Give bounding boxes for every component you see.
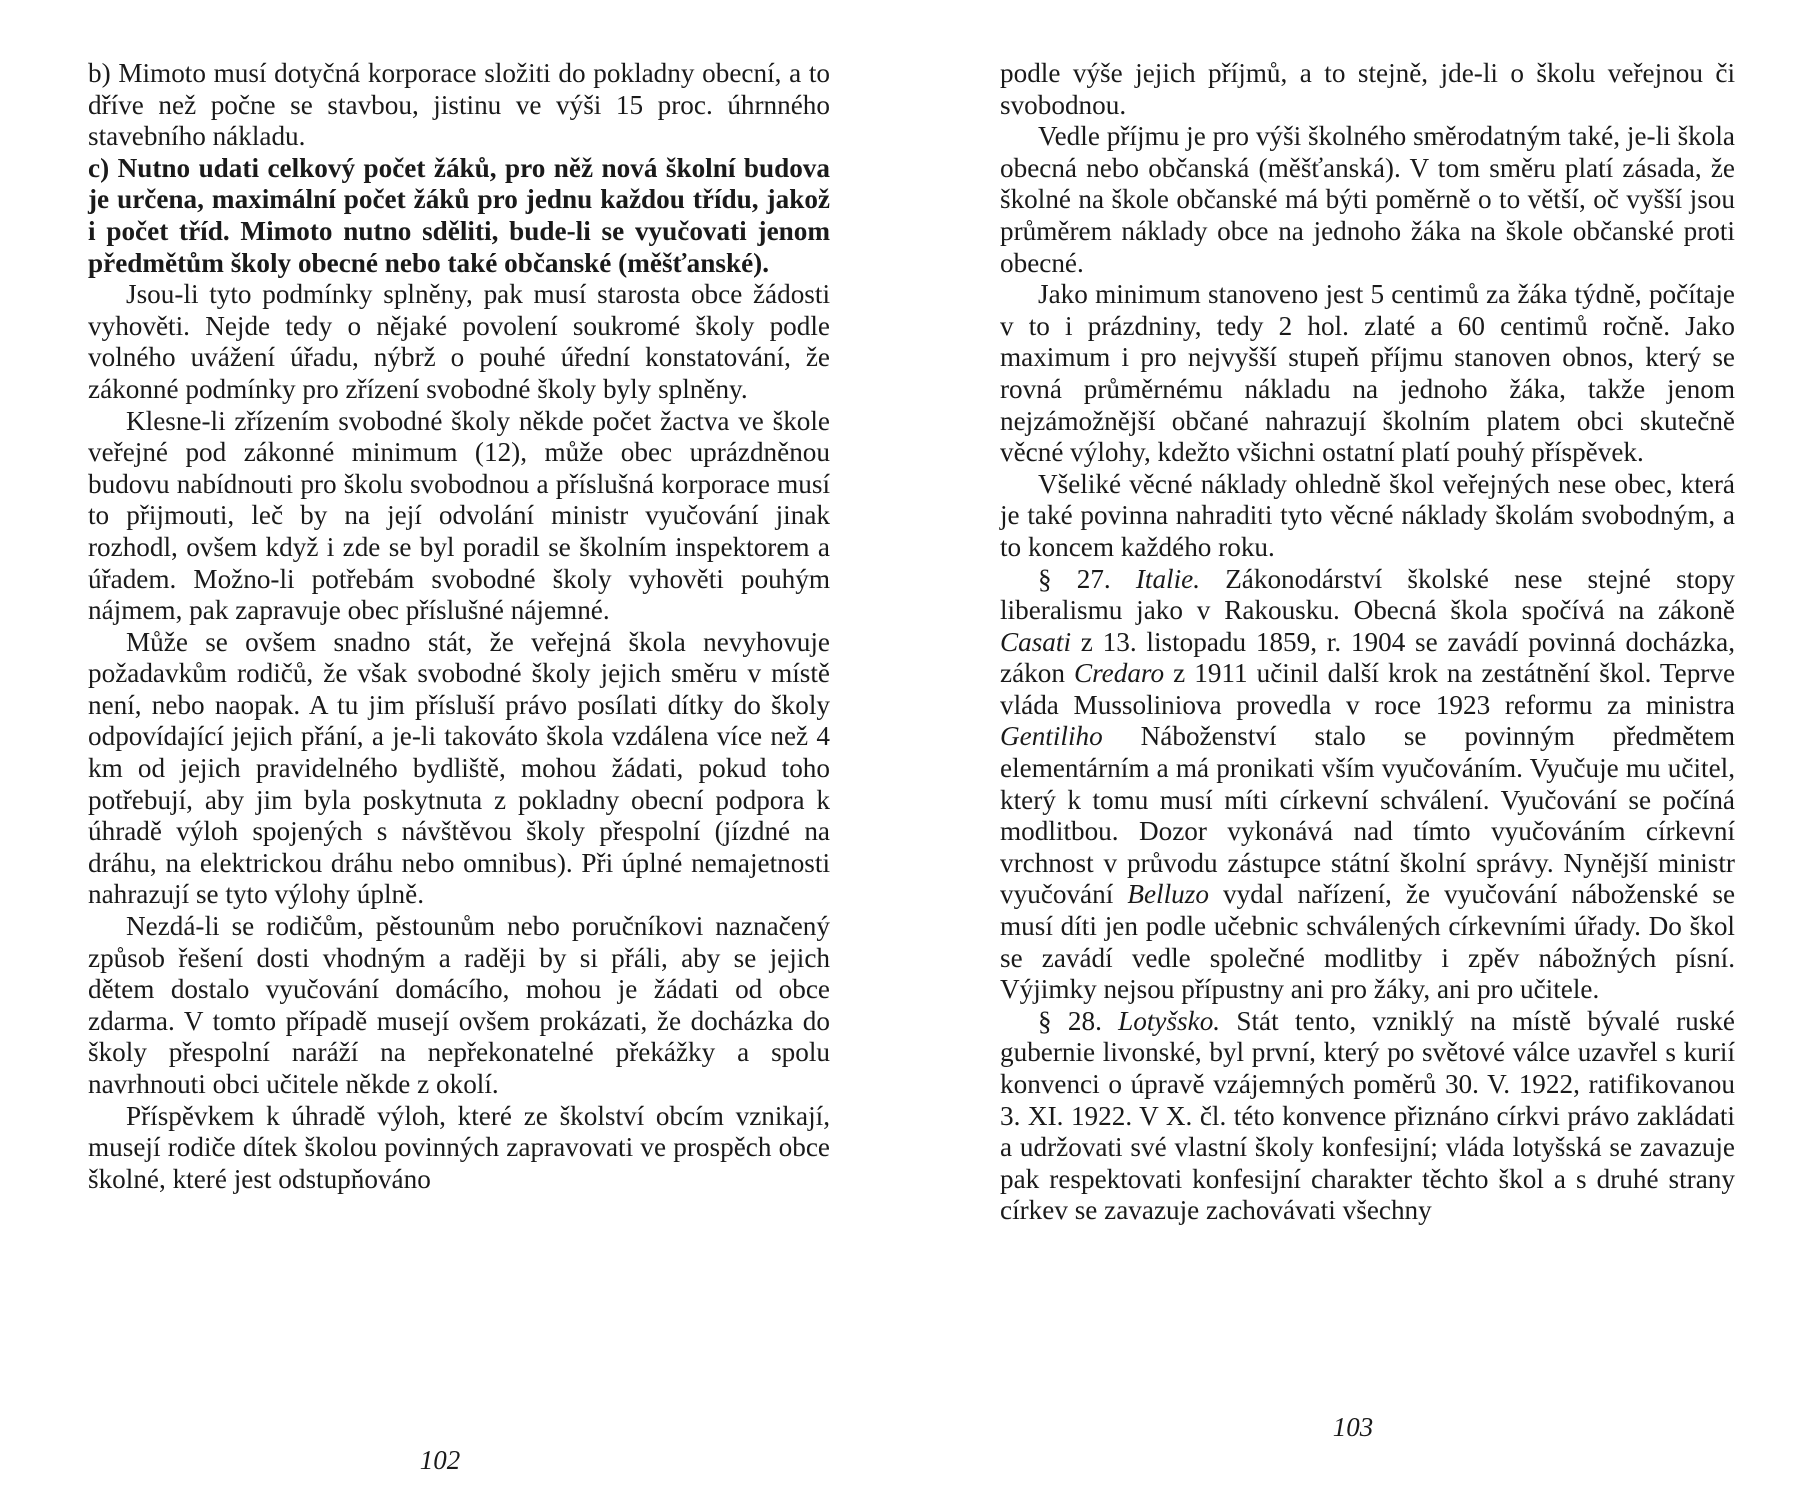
section-text: z 13. listopadu 1859, r. 1904 se zavádí povinná docházka, zákon bbox=[1000, 626, 1735, 689]
paragraph: Všeliké věcné náklady ohledně škol veřejných nese obec, která je také povinna nahraditi tyto věcné náklady školám svobodným, a to koncem každého roku. bbox=[1000, 468, 1735, 562]
section-text: vydal nařízení, že vyučování náboženské se musí díti jen podle učebnic schválených církevními úřady. Do škol se zavádí vedle společné modlitby i zpěv nábožných písní. Výjimky nejsou přípustny ani pro žáky, ani pro učitele. bbox=[1000, 879, 1736, 1005]
paragraph: Jsou-li tyto podmínky splněny, pak musí starosta obce žádosti vyhověti. Nejde tedy o nějaké povolení soukromé školy podle volného uvážení úřadu, nýbrž o pouhé úřední konstatování, že zákonné podmínky pro zřízení svobodné školy byly splněny. bbox=[88, 279, 830, 404]
italic-name: Belluzo bbox=[1127, 879, 1209, 910]
paragraph: c) Nutno udati celkový počet žáků, pro něž nová školní budova je určena, maximální počet žáků pro jednu každou třídu, jakož i počet tříd. Mimoto nutno sděliti, bude-li se vyučovati jenom předmětům školy obecné nebo také občanské (měšťanské). bbox=[88, 152, 830, 278]
paragraph: b) Mimoto musí dotyčná korporace složiti do pokladny obecní, a to dříve než počne se stavbou, jistinu ve výši 15 proc. úhrnného stavebního nákladu. bbox=[88, 58, 830, 152]
paragraph: Klesne-li zřízením svobodné školy někde počet žactva ve škole veřejné pod zákonné minimum (12), může obec uprázdněnou budovu nabídnouti pro školu svobodnou a příslušná korporace musí to přijmouti, leč by na její odvolání ministr vyučování jinak rozhodl, ovšem když i zde se byl poradil se školním inspektorem a úřadem. Možno-li potřebám svobodné školy vyhověti pouhým nájmem, pak zapravuje obec příslušné nájemné. bbox=[88, 405, 830, 626]
page-number: 103 bbox=[1332, 1412, 1374, 1442]
italic-name: Credaro bbox=[1073, 658, 1165, 689]
section-text: z 1911 učinil další krok na zestátnění škol. Teprve vláda Mussoliniova provedla v roce 1923 reformu za ministra bbox=[1000, 658, 1736, 720]
section-text: Náboženství stalo se povinným předmětem elementárním a má pronikati vším vyučováním. Vyučuje mu učitel, který k tomu musí míti církevní schválení. Vyučování se počíná modlitbou. Dozor vykonává nad tímto vyučováním církevní vrchnost v průvodu zástupce státní školní správy. Nynější ministr vyučování bbox=[1000, 721, 1735, 910]
paragraph: Může se ovšem snadno stát, že veřejná škola nevyhovuje požadavkům rodičů, že však svobodné školy jejich směru v místě není, nebo naopak. A tu jim přísluší právo posílati dítky do školy odpovídající jejich přání, a je-li takováto škola vzdálena více než 4 km od jejich pravidelného bydliště, mohou žádati, pokud toho potřebují, aby jim byla poskytnuta z pokladny obecní podpora k úhradě výloh spojených s návštěvou školy přespolní (jízdné na dráhu, na elektrickou dráhu nebo omnibus). Při úplné nemajetnosti nahrazují se tyto výlohy úplně. bbox=[88, 626, 830, 910]
section-title: Lotyšsko. bbox=[1118, 1005, 1221, 1036]
paragraph: Příspěvkem k úhradě výloh, které ze školství obcím vznikají, musejí rodiče dítek školou povinných zapravovati ve prospěch obce školné, které jest odstupňováno bbox=[88, 1100, 830, 1194]
section-title: Italie. bbox=[1135, 563, 1201, 594]
paragraph: Jako minimum stanoveno jest 5 centimů za žáka týdně, počítaje v to i prázdniny, tedy 2 hol. zlaté a 60 centimů ročně. Jako maximum i pro nejvyšší stupeň příjmu stanoven obnos, který se rovná průměrnému nákladu na jednoho žáka, takže jenom nejzámožnější občané nahrazují školním platem obci skutečně věcné výlohy, kdežto všichni ostatní platí pouhý příspěvek. bbox=[1000, 279, 1735, 468]
paragraph: Nezdá-li se rodičům, pěstounům nebo poručníkovi naznačený způsob řešení dosti vhodným a raději by si přáli, aby se jejich dětem dostalo vyučování domácího, mohou je žádati od obce zdarma. V tomto případě musejí ovšem prokázati, že docházka do školy přespolní naráží na nepřekonatelné překážky a spolu navrhnouti obci učitele někde z okolí. bbox=[88, 911, 830, 1099]
section-27 bbox=[1000, 564, 1735, 1006]
italic-name: Gentiliho bbox=[1000, 721, 1103, 752]
section-number: § 28. bbox=[1038, 1005, 1102, 1036]
italic-name: Casati bbox=[1000, 626, 1072, 657]
section-number: § 27. bbox=[1038, 563, 1111, 594]
right-page-text bbox=[1000, 58, 1735, 1227]
section-text: Zákonodárství školské nese stejné stopy liberalismu jako v Rakousku. Obecná škola spočívá na zákoně bbox=[1000, 563, 1735, 626]
page-number: 102 bbox=[419, 1445, 461, 1475]
section-28 bbox=[1000, 1006, 1735, 1227]
section-text: Stát tento, vzniklý na místě bývalé ruské gubernie livonské, byl první, který po světové válce uzavřel s kurií konvenci o úpravě vzájemných poměrů 30. V. 1922, ratifikovanou 3. XI. 1922. V X. čl. této konvence přiznáno církvi právo zakládati a udržovati své vlastní školy konfesijní; vláda lotyšská se zavazuje pak respektovati konfesijní charakter těchto škol a s druhé strany církev se zavazuje zachovávati všechny bbox=[1000, 1005, 1735, 1226]
left-page-text bbox=[88, 58, 830, 1195]
paragraph: podle výše jejich příjmů, a to stejně, jde-li o školu veřejnou či svobodnou. bbox=[1000, 58, 1735, 120]
right-page bbox=[905, 0, 1810, 1500]
paragraph: Vedle příjmu je pro výši školného směrodatným také, je-li škola obecná nebo občanská (měšťanská). V tom směru platí zásada, že školné na škole občanské má býti poměrně o to větší, oč vyšší jsou průměrem náklady obce na jednoho žáka na škole občanské proti obecné. bbox=[1000, 121, 1735, 278]
